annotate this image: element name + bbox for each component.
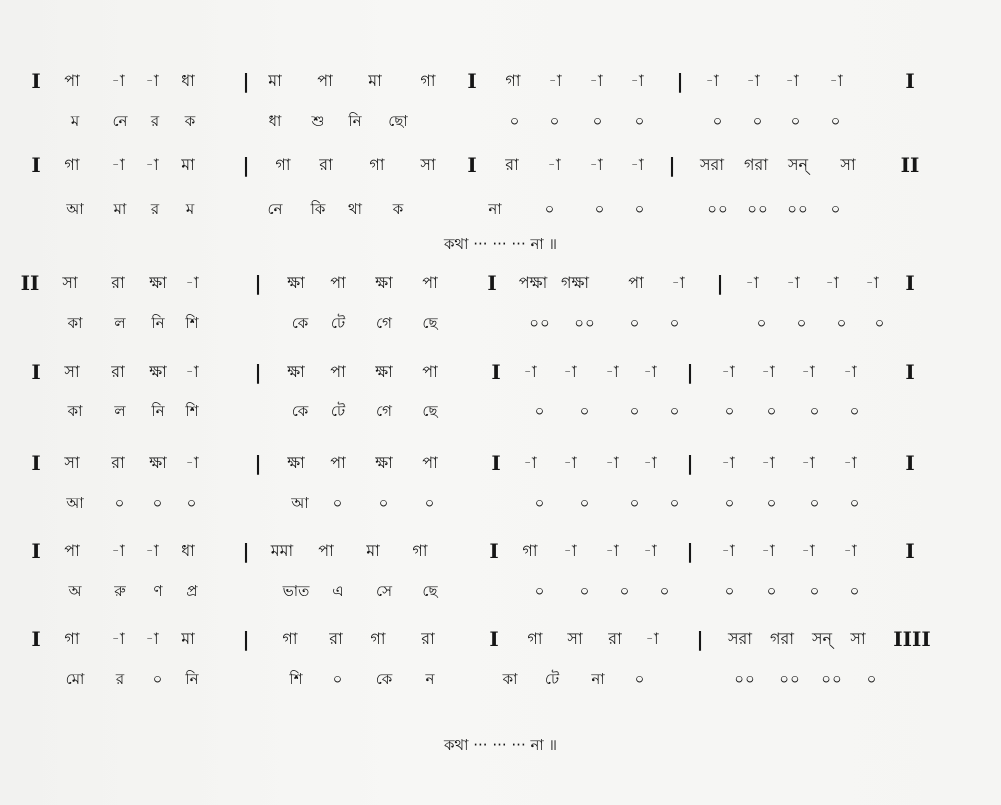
bar-line: | (686, 451, 694, 475)
lyric-syllable: ০ (724, 494, 736, 512)
lyric-syllable: ০ (634, 112, 646, 130)
lyric-syllable: ০ (830, 200, 842, 218)
lyric-syllable: ০ (534, 582, 546, 600)
swara-note: গা (64, 629, 80, 648)
swara-note: -া (563, 541, 577, 560)
swara-note: -া (746, 71, 760, 90)
lyric-syllable: ০ (756, 314, 768, 332)
bar-line: | (242, 153, 250, 177)
swara-note: -া (761, 541, 775, 560)
swara-note: পা (64, 71, 80, 90)
bar-line: I (905, 451, 915, 475)
lyric-row (0, 308, 1001, 338)
lyric-syllable: র (115, 670, 125, 688)
lyric-syllable: ০ (766, 582, 778, 600)
lyric-syllable: কি (310, 200, 326, 218)
lyric-syllable: ০ (534, 494, 546, 512)
swara-note: -া (643, 453, 657, 472)
swara-note: -া (643, 541, 657, 560)
bar-line: | (254, 451, 262, 475)
lyric-syllable: র (150, 112, 160, 130)
bar-line: | (254, 271, 262, 295)
lyric-syllable: ০ (669, 402, 681, 420)
lyric-syllable: ণ (153, 582, 163, 600)
swara-row (0, 357, 1001, 387)
swara-note: গা (64, 155, 80, 174)
swara-note: সা (840, 155, 856, 174)
lyric-syllable: ০ (809, 402, 821, 420)
swara-note: -া (721, 362, 735, 381)
swara-row (0, 448, 1001, 478)
bar-line: I (31, 451, 41, 475)
lyric-syllable: টে (330, 314, 346, 332)
lyric-row (0, 194, 1001, 224)
lyric-syllable: ০ (790, 112, 802, 130)
bar-line: II (20, 271, 40, 295)
lyric-syllable: নি (151, 314, 165, 332)
swara-note: ক্ষা (149, 273, 167, 292)
swara-row (0, 268, 1001, 298)
lyric-row (0, 576, 1001, 606)
lyric-syllable: ০ (332, 494, 344, 512)
swara-note: -া (645, 629, 659, 648)
swara-note: গা (527, 629, 543, 648)
swara-note: পা (422, 453, 438, 472)
swara-note: গা (420, 71, 436, 90)
lyric-syllable: ০ (629, 494, 641, 512)
lyric-syllable: ক (184, 112, 196, 130)
lyric-syllable: আ (291, 494, 309, 512)
swara-note: ক্ষা (375, 453, 393, 472)
swara-note: -া (605, 362, 619, 381)
swara-note: -া (589, 71, 603, 90)
swara-note: পা (422, 362, 438, 381)
bar-line: I (467, 153, 477, 177)
swara-note: -া (111, 541, 125, 560)
swara-note: ক্ষা (375, 273, 393, 292)
lyric-syllable: শি (185, 314, 199, 332)
swara-note: -া (843, 453, 857, 472)
bar-line: I (905, 360, 915, 384)
swara-note: -া (563, 453, 577, 472)
swara-note: -া (523, 453, 537, 472)
bar-line: I (31, 153, 41, 177)
lyric-syllable: ০ (634, 200, 646, 218)
lyric-syllable: ০০ (779, 670, 801, 688)
swara-note: -া (829, 71, 843, 90)
swara-note: -া (145, 541, 159, 560)
lyric-syllable: শু (311, 112, 325, 130)
lyric-syllable: ০ (114, 494, 126, 512)
swara-note: পা (318, 541, 334, 560)
swara-note: -া (111, 71, 125, 90)
swara-note: গা (275, 155, 291, 174)
lyric-syllable: র (150, 200, 160, 218)
bar-line: I (905, 271, 915, 295)
swara-note: গা (412, 541, 428, 560)
lyric-syllable: না (488, 200, 502, 218)
swara-note: পা (317, 71, 333, 90)
bar-line: I (905, 69, 915, 93)
lyric-syllable: নি (185, 670, 199, 688)
lyric-syllable: ০ (592, 112, 604, 130)
lyric-syllable: ০ (809, 494, 821, 512)
swara-note: রা (608, 629, 622, 648)
lyric-syllable: ০ (830, 112, 842, 130)
lyric-syllable: শি (289, 670, 303, 688)
swara-note: ক্ষা (149, 453, 167, 472)
swara-note: গা (369, 155, 385, 174)
lyric-syllable: ০ (849, 494, 861, 512)
lyric-syllable: নি (348, 112, 362, 130)
swara-note: -া (605, 453, 619, 472)
bar-line: II (900, 153, 920, 177)
swara-note: -া (111, 155, 125, 174)
lyric-syllable: ধা (268, 112, 282, 130)
lyric-syllable: ০ (659, 582, 671, 600)
lyric-syllable: ০ (152, 494, 164, 512)
bar-line: I (467, 69, 477, 93)
swara-note: সন্ (811, 629, 833, 648)
swara-note: রা (421, 629, 435, 648)
swara-note: -া (111, 629, 125, 648)
lyric-syllable: ভাত (282, 582, 310, 600)
swara-note: -া (145, 71, 159, 90)
swara-row (0, 536, 1001, 566)
swara-note: সা (62, 273, 78, 292)
lyric-row (0, 664, 1001, 694)
swara-note: -া (825, 273, 839, 292)
swara-note: -া (630, 155, 644, 174)
swara-note: গা (370, 629, 386, 648)
swara-note: -া (705, 71, 719, 90)
lyric-syllable: ০ (724, 402, 736, 420)
lyric-syllable: ০ (186, 494, 198, 512)
swara-note: মমা (270, 541, 294, 560)
swara-note: সা (64, 362, 80, 381)
lyric-syllable: ন (425, 670, 435, 688)
swara-note: সা (64, 453, 80, 472)
lyric-syllable: রু (114, 582, 126, 600)
bar-line: | (242, 539, 250, 563)
lyric-syllable: ০ (629, 314, 641, 332)
bar-line: I (905, 539, 915, 563)
lyric-syllable: ম (70, 112, 80, 130)
lyric-syllable: ০০ (734, 670, 756, 688)
swara-note: -া (185, 362, 199, 381)
lyric-syllable: ০ (849, 582, 861, 600)
lyric-syllable: ০ (752, 112, 764, 130)
lyric-syllable: ০ (534, 402, 546, 420)
swara-note: গরা (744, 155, 768, 174)
lyric-syllable: ০০ (529, 314, 551, 332)
swara-note: -া (523, 362, 537, 381)
swara-note: পক্ষা (518, 273, 548, 292)
lyric-syllable: ০ (809, 582, 821, 600)
lyric-syllable: থা (347, 200, 363, 218)
refrain-line: কথা ··· ··· ··· না ॥ (443, 736, 558, 754)
swara-row (0, 66, 1001, 96)
bar-line: I (31, 360, 41, 384)
bar-line: I (491, 451, 501, 475)
swara-note: সা (850, 629, 866, 648)
lyric-syllable: ০০ (747, 200, 769, 218)
swara-note: -া (563, 362, 577, 381)
lyric-syllable: সে (376, 582, 392, 600)
swara-note: সন্ (787, 155, 809, 174)
swara-note: -া (745, 273, 759, 292)
bar-line: I (489, 627, 499, 651)
swara-note: -া (785, 71, 799, 90)
swara-note: সা (420, 155, 436, 174)
swara-note: গা (282, 629, 298, 648)
bar-line: | (668, 153, 676, 177)
swara-note: মা (366, 541, 380, 560)
swara-note: -া (843, 541, 857, 560)
swara-note: রা (329, 629, 343, 648)
lyric-syllable: ০ (849, 402, 861, 420)
bar-line: I (489, 539, 499, 563)
swara-note: -া (547, 155, 561, 174)
lyric-syllable: ০ (549, 112, 561, 130)
lyric-syllable: ০ (866, 670, 878, 688)
swara-note: -া (786, 273, 800, 292)
swara-note: পা (330, 453, 346, 472)
lyric-syllable: ০ (152, 670, 164, 688)
lyric-syllable: কে (291, 314, 309, 332)
lyric-syllable: কা (502, 670, 518, 688)
lyric-row (0, 106, 1001, 136)
lyric-syllable: ০ (634, 670, 646, 688)
lyric-row (0, 488, 1001, 518)
bar-line: | (242, 627, 250, 651)
swara-note: -া (145, 155, 159, 174)
lyric-syllable: ছে (422, 402, 438, 420)
swara-note: গা (505, 71, 521, 90)
bar-line: | (696, 627, 704, 651)
lyric-syllable: ০ (424, 494, 436, 512)
swara-note: ক্ষা (149, 362, 167, 381)
lyric-row (0, 396, 1001, 426)
lyric-syllable: ০ (712, 112, 724, 130)
swara-row (0, 150, 1001, 180)
lyric-syllable: ক (392, 200, 404, 218)
swara-note: পা (64, 541, 80, 560)
swara-note: -া (865, 273, 879, 292)
lyric-syllable: ছে (422, 314, 438, 332)
swara-note: -া (721, 541, 735, 560)
lyric-syllable: গে (376, 314, 392, 332)
swara-note: -া (185, 273, 199, 292)
swara-note: -া (605, 541, 619, 560)
lyric-syllable: ০ (766, 402, 778, 420)
swara-note: -া (843, 362, 857, 381)
swara-note: পা (330, 362, 346, 381)
swara-note: ক্ষা (287, 362, 305, 381)
swara-note: -া (185, 453, 199, 472)
lyric-syllable: ম (185, 200, 195, 218)
lyric-syllable: ০০ (574, 314, 596, 332)
bar-line: | (686, 360, 694, 384)
lyric-syllable: না (591, 670, 605, 688)
lyric-syllable: ০০ (821, 670, 843, 688)
swara-note: রা (111, 273, 125, 292)
swara-note: -া (801, 541, 815, 560)
bar-line: I (31, 69, 41, 93)
swara-note: রা (111, 362, 125, 381)
lyric-syllable: মো (65, 670, 85, 688)
lyric-syllable: ল (114, 402, 126, 420)
swara-note: রা (505, 155, 519, 174)
lyric-syllable: ০ (724, 582, 736, 600)
swara-note: -া (721, 453, 735, 472)
lyric-syllable: ০ (579, 494, 591, 512)
lyric-syllable: শি (185, 402, 199, 420)
swara-note: পা (330, 273, 346, 292)
swara-note: মা (268, 71, 282, 90)
swara-note: ক্ষা (287, 273, 305, 292)
lyric-syllable: ০ (378, 494, 390, 512)
lyric-syllable: ০ (836, 314, 848, 332)
lyric-syllable: গে (376, 402, 392, 420)
lyric-syllable: ছে (422, 582, 438, 600)
lyric-syllable: আ (66, 494, 84, 512)
lyric-syllable: ০০ (787, 200, 809, 218)
refrain-line: কথা ··· ··· ··· না ॥ (443, 235, 558, 253)
lyric-syllable: ছো (388, 112, 408, 130)
swara-note: রা (319, 155, 333, 174)
bar-line: IIII (893, 627, 931, 651)
bar-line: | (676, 69, 684, 93)
lyric-syllable: কা (67, 314, 83, 332)
swara-note: সরা (727, 629, 753, 648)
bar-line: | (242, 69, 250, 93)
lyric-syllable: ০ (619, 582, 631, 600)
swara-note: -া (589, 155, 603, 174)
lyric-syllable: টে (544, 670, 560, 688)
swara-note: -া (630, 71, 644, 90)
lyric-syllable: ০ (509, 112, 521, 130)
lyric-syllable: ০ (579, 582, 591, 600)
lyric-syllable: ০ (629, 402, 641, 420)
swara-note: গক্ষা (560, 273, 590, 292)
lyric-syllable: মা (113, 200, 127, 218)
lyric-syllable: অ (68, 582, 82, 600)
swara-note: -া (801, 453, 815, 472)
lyric-syllable: নে (112, 112, 128, 130)
lyric-syllable: কে (375, 670, 393, 688)
swara-note: গা (522, 541, 538, 560)
swara-note: ক্ষা (287, 453, 305, 472)
swara-note: ধা (181, 71, 195, 90)
swara-note: পা (422, 273, 438, 292)
bar-line: I (31, 627, 41, 651)
swara-note: মা (181, 155, 195, 174)
bar-line: I (487, 271, 497, 295)
lyric-syllable: ০ (796, 314, 808, 332)
swara-note: -া (671, 273, 685, 292)
swara-note: -া (548, 71, 562, 90)
lyric-syllable: এ (332, 582, 344, 600)
swara-note: সা (567, 629, 583, 648)
bar-line: I (31, 539, 41, 563)
lyric-syllable: ০ (544, 200, 556, 218)
swara-note: সরা (699, 155, 725, 174)
lyric-syllable: ০০ (707, 200, 729, 218)
lyric-syllable: কা (67, 402, 83, 420)
lyric-syllable: কে (291, 402, 309, 420)
swara-note: পা (628, 273, 644, 292)
lyric-syllable: ০ (594, 200, 606, 218)
swara-note: -া (801, 362, 815, 381)
lyric-syllable: প্র (186, 582, 198, 600)
swara-row (0, 624, 1001, 654)
swara-note: ক্ষা (375, 362, 393, 381)
swara-note: মা (181, 629, 195, 648)
swara-note: ধা (181, 541, 195, 560)
bar-line: | (716, 271, 724, 295)
lyric-syllable: নি (151, 402, 165, 420)
lyric-syllable: ০ (669, 314, 681, 332)
lyric-syllable: ০ (332, 670, 344, 688)
swara-note: -া (761, 453, 775, 472)
lyric-syllable: ল (114, 314, 126, 332)
lyric-syllable: ০ (579, 402, 591, 420)
lyric-syllable: নে (267, 200, 283, 218)
bar-line: | (686, 539, 694, 563)
bar-line: I (491, 360, 501, 384)
swara-note: রা (111, 453, 125, 472)
swara-note: মা (368, 71, 382, 90)
lyric-syllable: ০ (766, 494, 778, 512)
swara-note: -া (145, 629, 159, 648)
lyric-syllable: আ (66, 200, 84, 218)
swara-note: গরা (770, 629, 794, 648)
lyric-syllable: টে (330, 402, 346, 420)
lyric-syllable: ০ (874, 314, 886, 332)
swara-note: -া (643, 362, 657, 381)
swara-note: -া (761, 362, 775, 381)
bar-line: | (254, 360, 262, 384)
lyric-syllable: ০ (669, 494, 681, 512)
